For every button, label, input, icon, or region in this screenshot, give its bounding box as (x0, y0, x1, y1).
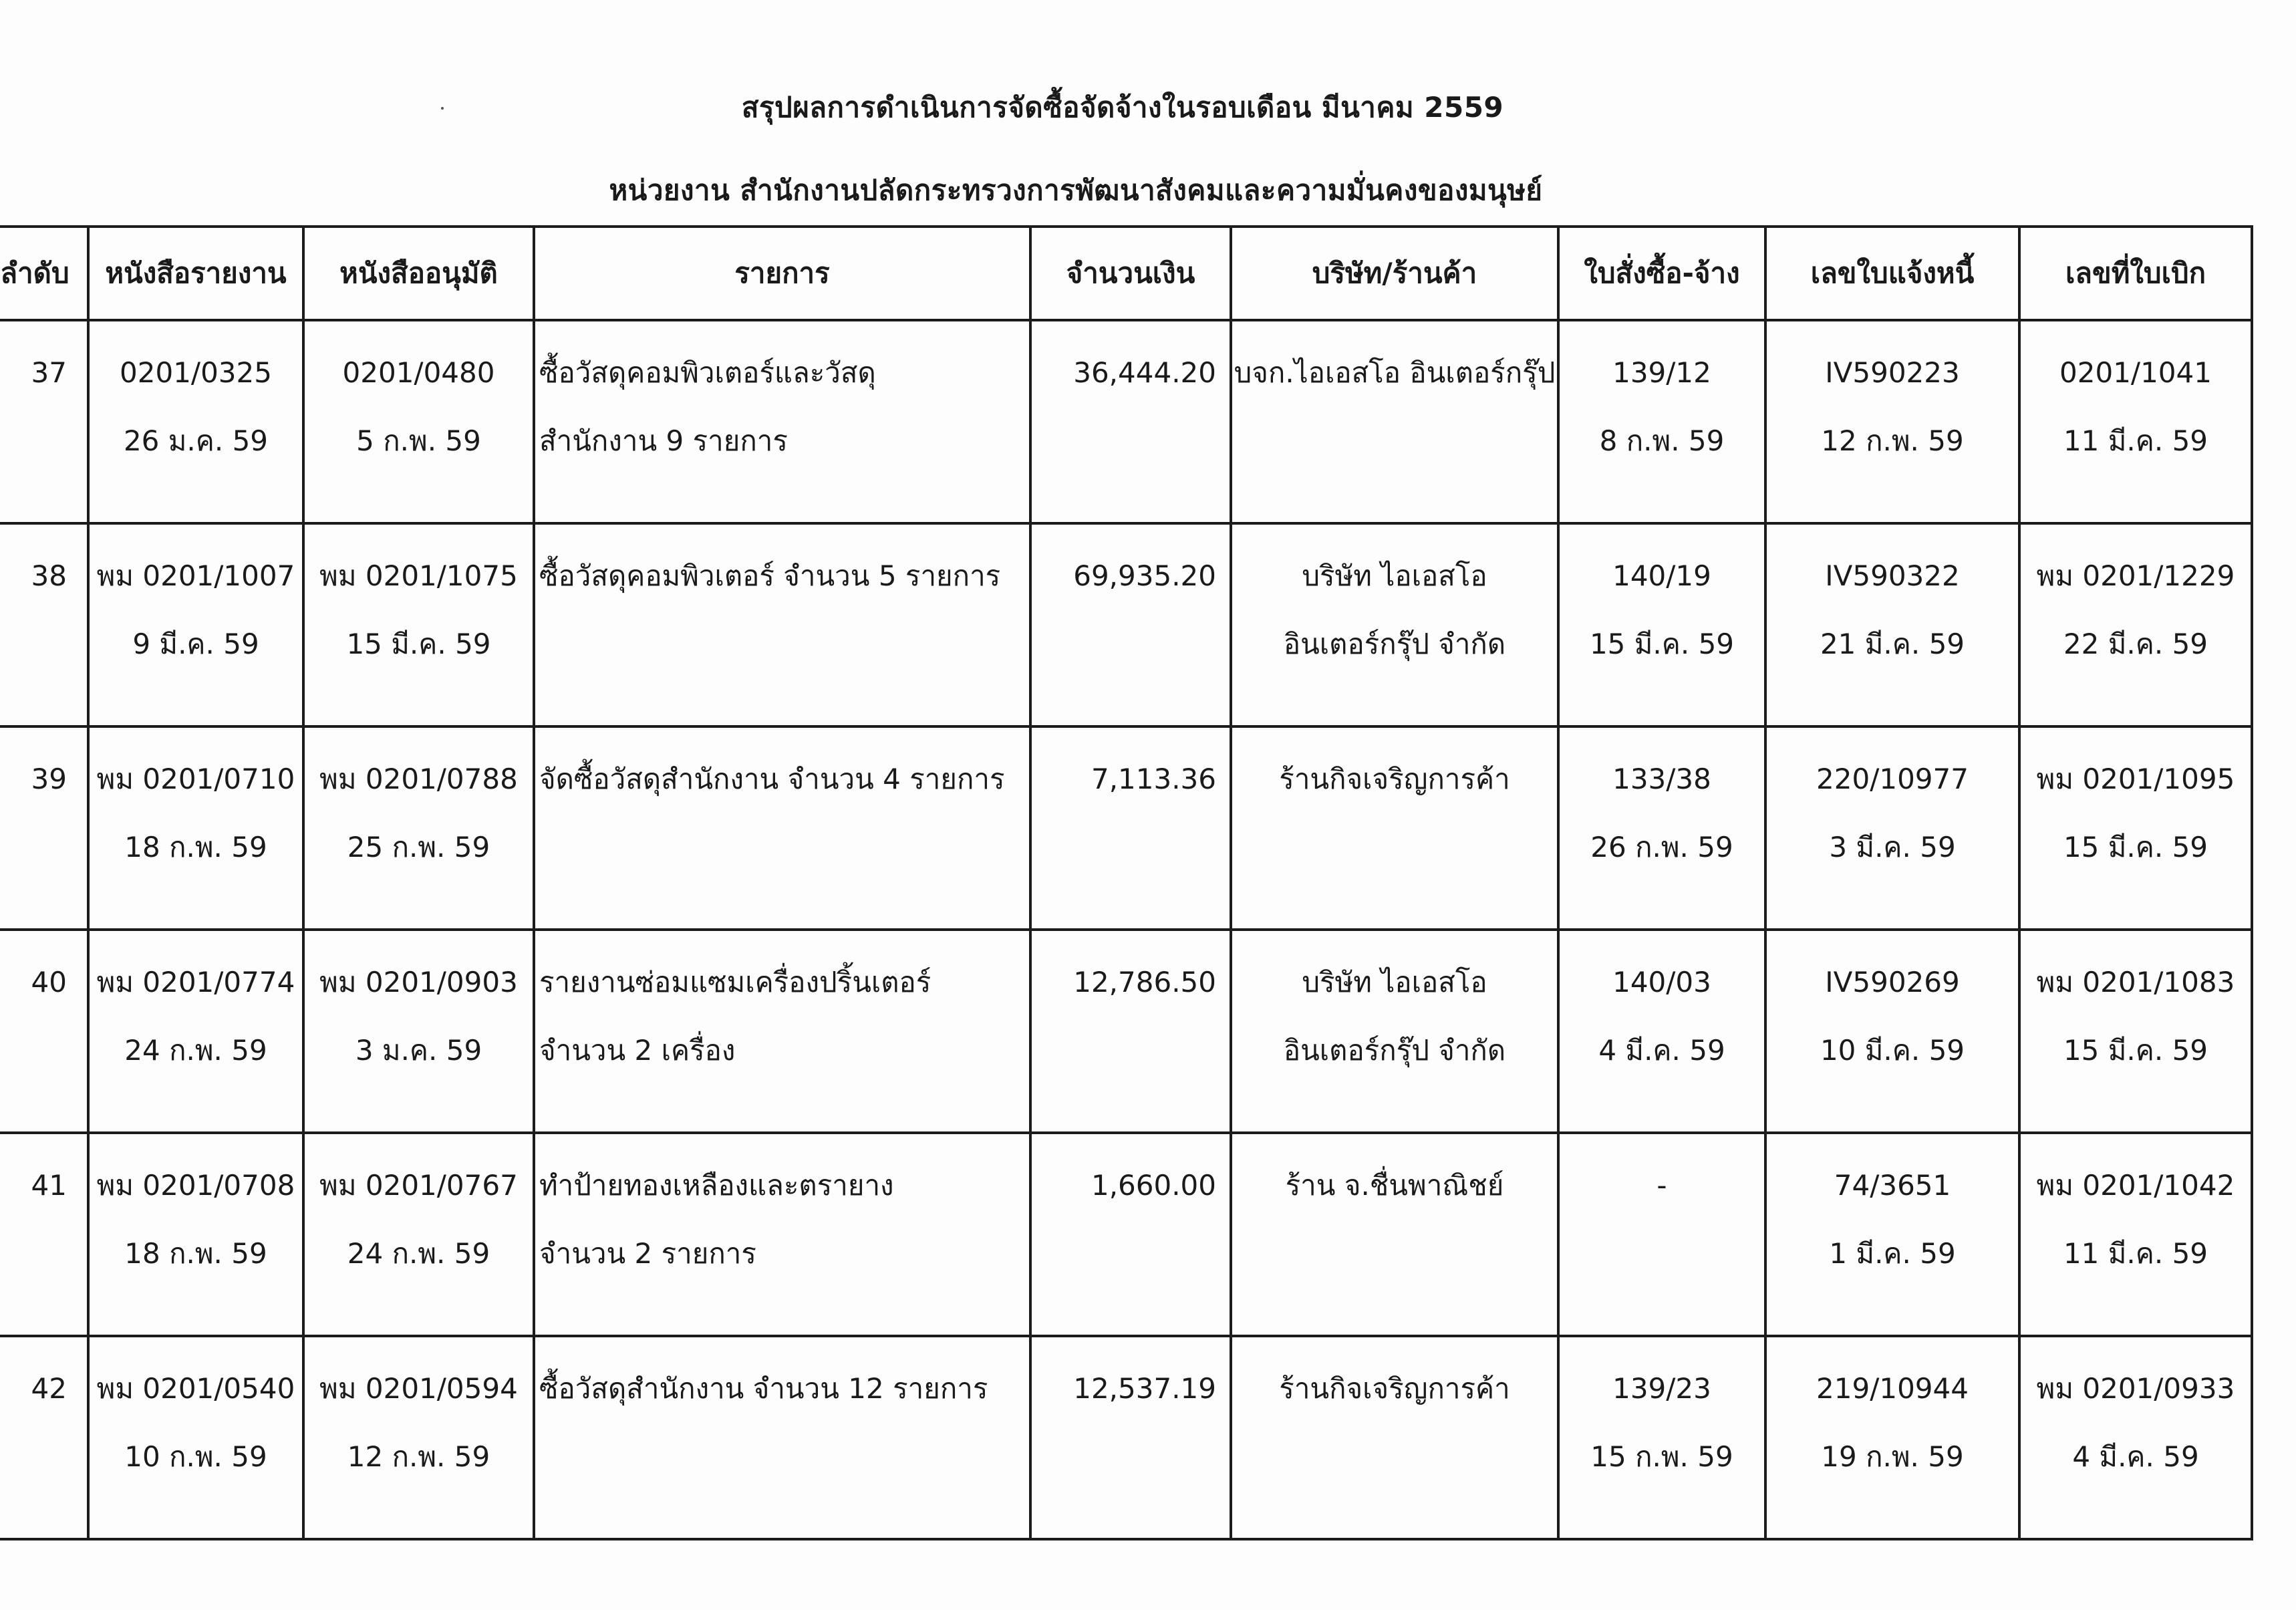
table-row (0, 1133, 2252, 1336)
vendor-line-1: ร้านกิจเจริญการค้า (1279, 1372, 1510, 1405)
cell-approve (303, 726, 534, 930)
vendor-line-1: บจก.ไอเอสโอ อินเตอร์กรุ๊ป (1234, 356, 1556, 389)
cell-invoice (1765, 1133, 2019, 1336)
voucher-number: พม 0201/1095 (2036, 763, 2235, 795)
item-line-1: ซื้อวัสดุสำนักงาน จำนวน 12 รายการ (539, 1372, 988, 1405)
invoice-date: 3 มี.ค. 59 (1829, 831, 1956, 863)
row-no: 38 (31, 559, 67, 592)
item-line-2: จำนวน 2 เครื่อง (539, 1034, 736, 1067)
cell-po (1558, 1133, 1765, 1336)
cell-report (88, 726, 303, 930)
cell-no (0, 930, 88, 1133)
vendor-line-1: บริษัท ไอเอสโอ (1302, 559, 1487, 592)
table-row (0, 726, 2252, 930)
cell-vendor (1231, 1336, 1558, 1539)
invoice-date: 10 มี.ค. 59 (1820, 1034, 1965, 1067)
cell-invoice (1765, 320, 2019, 523)
approve-date: 3 ม.ค. 59 (355, 1034, 482, 1067)
cell-no (0, 726, 88, 930)
voucher-date: 4 มี.ค. 59 (2072, 1440, 2199, 1473)
item-line-1: ซื้อวัสดุคอมพิวเตอร์ จำนวน 5 รายการ (539, 559, 1001, 592)
cell-po (1558, 320, 1765, 523)
cell-invoice (1765, 930, 2019, 1133)
row-no: 42 (31, 1372, 67, 1405)
report-date: 18 ก.พ. 59 (124, 831, 267, 863)
cell-report (88, 930, 303, 1133)
vendor-line-2: อินเตอร์กรุ๊ป จำกัด (1283, 628, 1506, 660)
invoice-date: 1 มี.ค. 59 (1829, 1237, 1956, 1270)
vendor-line-1: ร้าน จ.ชื่นพาณิชย์ (1285, 1169, 1504, 1202)
report-number: 0201/0325 (120, 356, 272, 389)
approve-number: 0201/0480 (342, 356, 495, 389)
cell-approve (303, 320, 534, 523)
amount: 36,444.20 (1073, 356, 1216, 389)
report-date: 26 ม.ค. 59 (123, 424, 269, 457)
invoice-date: 21 มี.ค. 59 (1820, 628, 1965, 660)
report-number: พม 0201/0710 (96, 763, 295, 795)
cell-voucher (2019, 726, 2252, 930)
invoice-number: IV590322 (1825, 559, 1960, 592)
cell-amount (1030, 726, 1231, 930)
cell-report (88, 1133, 303, 1336)
amount: 12,537.19 (1073, 1372, 1216, 1405)
report-number: พม 0201/1007 (96, 559, 295, 592)
report-date: 10 ก.พ. 59 (124, 1440, 267, 1473)
table-row (0, 523, 2252, 726)
item-line-1: จัดซื้อวัสดุสำนักงาน จำนวน 4 รายการ (539, 763, 1005, 795)
voucher-number: พม 0201/0933 (2036, 1372, 2235, 1405)
po-number: 133/38 (1612, 763, 1711, 795)
invoice-number: IV590223 (1825, 356, 1960, 389)
header-invoice: เลขใบแจ้งหนี้ (1765, 227, 2019, 320)
voucher-date: 15 มี.ค. 59 (2063, 1034, 2208, 1067)
cell-approve (303, 523, 534, 726)
row-no: 37 (31, 356, 67, 389)
item-line-1: ทำป้ายทองเหลืองและตรายาง (539, 1169, 894, 1202)
report-date: 9 มี.ค. 59 (132, 628, 259, 660)
voucher-number: พม 0201/1083 (2036, 966, 2235, 998)
cell-no (0, 1336, 88, 1539)
report-number: พม 0201/0708 (96, 1169, 295, 1202)
voucher-date: 15 มี.ค. 59 (2063, 831, 2208, 863)
cell-amount (1030, 930, 1231, 1133)
header-item: รายการ (534, 227, 1030, 320)
item-line-1: รายงานซ่อมแซมเครื่องปริ้นเตอร์ (539, 966, 931, 998)
approve-number: พม 0201/1075 (319, 559, 518, 592)
table-row (0, 1336, 2252, 1539)
cell-invoice (1765, 726, 2019, 930)
report-number: พม 0201/0540 (96, 1372, 295, 1405)
approve-date: 5 ก.พ. 59 (356, 424, 481, 457)
procurement-table (0, 225, 2253, 1540)
header-no: ลำดับ (0, 227, 88, 320)
vendor-line-2: อินเตอร์กรุ๊ป จำกัด (1283, 1034, 1506, 1067)
po-number: - (1657, 1169, 1667, 1202)
cell-item (534, 1133, 1030, 1336)
cell-po (1558, 1336, 1765, 1539)
voucher-date: 22 มี.ค. 59 (2063, 628, 2208, 660)
header-approve: หนังสืออนุมัติ (303, 227, 534, 320)
po-number: 140/19 (1612, 559, 1711, 592)
row-no: 39 (31, 763, 67, 795)
approve-date: 15 มี.ค. 59 (346, 628, 491, 660)
item-line-1: ซื้อวัสดุคอมพิวเตอร์และวัสดุ (539, 356, 876, 389)
table-row (0, 930, 2252, 1133)
po-date: 8 ก.พ. 59 (1599, 424, 1725, 457)
amount: 7,113.36 (1091, 763, 1216, 795)
cell-voucher (2019, 930, 2252, 1133)
cell-item (534, 726, 1030, 930)
cell-no (0, 320, 88, 523)
cell-no (0, 1133, 88, 1336)
header-report: หนังสือรายงาน (88, 227, 303, 320)
invoice-date: 12 ก.พ. 59 (1821, 424, 1964, 457)
report-date: 24 ก.พ. 59 (124, 1034, 267, 1067)
cell-amount (1030, 523, 1231, 726)
invoice-number: 219/10944 (1816, 1372, 1969, 1405)
cell-po (1558, 726, 1765, 930)
header-amount: จำนวนเงิน (1030, 227, 1231, 320)
vendor-line-1: บริษัท ไอเอสโอ (1302, 966, 1487, 998)
cell-po (1558, 523, 1765, 726)
cell-report (88, 320, 303, 523)
approve-number: พม 0201/0903 (319, 966, 518, 998)
cell-voucher (2019, 1133, 2252, 1336)
approve-date: 25 ก.พ. 59 (347, 831, 490, 863)
cell-voucher (2019, 320, 2252, 523)
po-date: 15 ก.พ. 59 (1590, 1440, 1733, 1473)
cell-invoice (1765, 1336, 2019, 1539)
po-number: 139/12 (1612, 356, 1711, 389)
cell-amount (1030, 1133, 1231, 1336)
table-row (0, 320, 2252, 523)
approve-date: 24 ก.พ. 59 (347, 1237, 490, 1270)
cell-report (88, 1336, 303, 1539)
po-number: 139/23 (1612, 1372, 1711, 1405)
report-date: 18 ก.พ. 59 (124, 1237, 267, 1270)
invoice-number: 74/3651 (1834, 1169, 1951, 1202)
cell-amount (1030, 320, 1231, 523)
invoice-date: 19 ก.พ. 59 (1821, 1440, 1964, 1473)
amount: 1,660.00 (1091, 1169, 1216, 1202)
cell-approve (303, 1336, 534, 1539)
invoice-number: 220/10977 (1816, 763, 1969, 795)
amount: 12,786.50 (1073, 966, 1216, 998)
cell-invoice (1765, 523, 2019, 726)
cell-vendor (1231, 726, 1558, 930)
po-number: 140/03 (1612, 966, 1711, 998)
cell-approve (303, 930, 534, 1133)
cell-voucher (2019, 523, 2252, 726)
item-line-2: จำนวน 2 รายการ (539, 1237, 756, 1270)
approve-number: พม 0201/0767 (319, 1169, 518, 1202)
cell-item (534, 523, 1030, 726)
voucher-date: 11 มี.ค. 59 (2063, 1237, 2208, 1270)
voucher-number: 0201/1041 (2059, 356, 2212, 389)
cell-vendor (1231, 930, 1558, 1133)
cell-po (1558, 930, 1765, 1133)
amount: 69,935.20 (1073, 559, 1216, 592)
cell-vendor (1231, 320, 1558, 523)
cell-report (88, 523, 303, 726)
po-date: 4 มี.ค. 59 (1598, 1034, 1725, 1067)
cell-vendor (1231, 1133, 1558, 1336)
approve-number: พม 0201/0594 (319, 1372, 518, 1405)
cell-item (534, 1336, 1030, 1539)
header-vendor: บริษัท/ร้านค้า (1231, 227, 1558, 320)
voucher-number: พม 0201/1229 (2036, 559, 2235, 592)
header-voucher: เลขที่ใบเบิก (2019, 227, 2252, 320)
cell-vendor (1231, 523, 1558, 726)
approve-number: พม 0201/0788 (319, 763, 518, 795)
document-title: สรุปผลการดำเนินการจัดซื้อจัดจ้างในรอบเดือน มีนาคม 2559 (741, 91, 1504, 124)
item-line-2: สำนักงาน 9 รายการ (539, 424, 788, 457)
voucher-date: 11 มี.ค. 59 (2063, 424, 2208, 457)
table-header-row (0, 227, 2252, 320)
header-po: ใบสั่งซื้อ-จ้าง (1558, 227, 1765, 320)
row-no: 41 (31, 1169, 67, 1202)
vendor-line-1: ร้านกิจเจริญการค้า (1279, 763, 1510, 795)
voucher-number: พม 0201/1042 (2036, 1169, 2235, 1202)
po-date: 26 ก.พ. 59 (1590, 831, 1733, 863)
row-no: 40 (31, 966, 67, 998)
po-date: 15 มี.ค. 59 (1589, 628, 1735, 660)
agency-title: หน่วยงาน สำนักงานปลัดกระทรวงการพัฒนาสังคมและความมั่นคงของมนุษย์ (609, 174, 1543, 207)
cell-amount (1030, 1336, 1231, 1539)
cell-approve (303, 1133, 534, 1336)
cell-no (0, 523, 88, 726)
report-number: พม 0201/0774 (96, 966, 295, 998)
invoice-number: IV590269 (1825, 966, 1960, 998)
cell-item (534, 930, 1030, 1133)
cell-voucher (2019, 1336, 2252, 1539)
cell-item (534, 320, 1030, 523)
approve-date: 12 ก.พ. 59 (347, 1440, 490, 1473)
